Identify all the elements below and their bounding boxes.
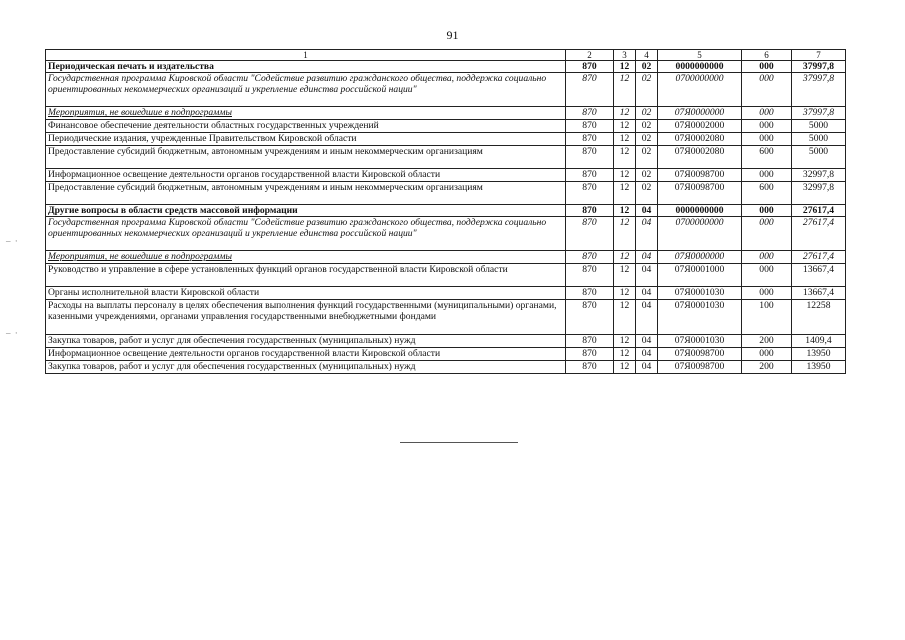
row-description: Расходы на выплаты персоналу в целях обеспечения выполнения функций государственными (муниципальными) органами, казенными учреждениями, органами управления государственными внебюджетными фондами [46,300,566,335]
row-expense-type: 600 [742,146,792,169]
row-subsection: 04 [636,335,658,348]
row-admin-code: 870 [566,146,614,169]
row-target-article: 07Я0002000 [658,120,742,133]
row-amount: 13950 [792,361,846,374]
row-target-article: 07Я0098700 [658,361,742,374]
row-amount: 1409,4 [792,335,846,348]
row-subsection: 04 [636,251,658,264]
row-target-article: 07Я0001030 [658,335,742,348]
row-subsection: 04 [636,300,658,335]
column-header: 3 [614,50,636,61]
table-row [46,300,846,335]
column-header: 6 [742,50,792,61]
row-section: 12 [614,107,636,120]
row-expense-type: 000 [742,287,792,300]
row-target-article: 07Я0098700 [658,348,742,361]
table-row [46,133,846,146]
row-section: 12 [614,73,636,107]
table-row [46,361,846,374]
page-number: 91 [446,28,459,42]
column-header: 5 [658,50,742,61]
row-section: 12 [614,146,636,169]
budget-table [45,49,846,374]
row-admin-code: 870 [566,133,614,146]
column-header: 7 [792,50,846,61]
row-section: 12 [614,133,636,146]
row-expense-type: 000 [742,169,792,182]
header-row [46,50,846,61]
row-subsection: 04 [636,287,658,300]
row-subsection: 04 [636,264,658,287]
row-admin-code: 870 [566,217,614,251]
row-subsection: 02 [636,146,658,169]
row-section: 12 [614,120,636,133]
row-target-article: 07Я0098700 [658,182,742,205]
table-row [46,217,846,251]
row-section: 12 [614,217,636,251]
table-row [46,251,846,264]
row-amount: 13950 [792,348,846,361]
row-amount: 37997,8 [792,61,846,73]
row-amount: 13667,4 [792,287,846,300]
row-expense-type: 200 [742,361,792,374]
row-admin-code: 870 [566,73,614,107]
row-subsection: 02 [636,169,658,182]
row-description: Мероприятия, не вошедшие в подпрограммы [46,251,566,264]
row-subsection: 02 [636,61,658,73]
row-section: 12 [614,182,636,205]
row-expense-type: 000 [742,61,792,73]
scan-mark: – · [6,236,19,246]
row-description: Другие вопросы в области средств массовой информации [46,205,566,217]
table-row [46,264,846,287]
table-row [46,335,846,348]
row-expense-type: 000 [742,73,792,107]
row-description: Предоставление субсидий бюджетным, автономным учреждениям и иным некоммерческим организациям [46,146,566,169]
row-description: Органы исполнительной власти Кировской области [46,287,566,300]
row-section: 12 [614,361,636,374]
row-subsection: 04 [636,348,658,361]
row-subsection: 02 [636,107,658,120]
table-row [46,61,846,73]
row-admin-code: 870 [566,300,614,335]
row-target-article: 0000000000 [658,61,742,73]
column-header: 2 [566,50,614,61]
row-subsection: 04 [636,361,658,374]
row-section: 12 [614,205,636,217]
row-section: 12 [614,169,636,182]
table-row [46,120,846,133]
column-header: 1 [46,50,566,61]
row-amount: 37997,8 [792,107,846,120]
row-description: Финансовое обеспечение деятельности областных государственных учреждений [46,120,566,133]
row-admin-code: 870 [566,182,614,205]
row-section: 12 [614,348,636,361]
row-admin-code: 870 [566,205,614,217]
row-description: Периодическая печать и издательства [46,61,566,73]
row-amount: 5000 [792,120,846,133]
row-amount: 27617,4 [792,251,846,264]
row-section: 12 [614,251,636,264]
row-admin-code: 870 [566,287,614,300]
row-description: Периодические издания, учрежденные Правительством Кировской области [46,133,566,146]
row-admin-code: 870 [566,120,614,133]
row-amount: 5000 [792,133,846,146]
row-subsection: 02 [636,182,658,205]
column-header: 4 [636,50,658,61]
row-admin-code: 870 [566,107,614,120]
row-expense-type: 000 [742,348,792,361]
row-description: Мероприятия, не вошедшие в подпрограммы [46,107,566,120]
table-row [46,182,846,205]
table-row [46,348,846,361]
row-target-article: 0700000000 [658,73,742,107]
row-description: Закупка товаров, работ и услуг для обеспечения государственных (муниципальных) нужд [46,361,566,374]
row-target-article: 07Я0098700 [658,169,742,182]
scan-mark: – · [6,328,19,338]
row-subsection: 02 [636,133,658,146]
row-admin-code: 870 [566,348,614,361]
row-description: Государственная программа Кировской области "Содействие развитию гражданского общества, поддержка социально ориентированных некоммерческих организаций и укрепление единства российской нации" [46,73,566,107]
row-section: 12 [614,300,636,335]
row-target-article: 07Я0002080 [658,133,742,146]
row-description: Государственная программа Кировской области "Содействие развитию гражданского общества, поддержка социально ориентированных некоммерческих организаций и укрепление единства российской нации" [46,217,566,251]
row-expense-type: 000 [742,133,792,146]
row-expense-type: 200 [742,335,792,348]
row-admin-code: 870 [566,335,614,348]
row-target-article: 07Я0002080 [658,146,742,169]
row-subsection: 02 [636,73,658,107]
table-row [46,107,846,120]
row-amount: 13667,4 [792,264,846,287]
table-row [46,73,846,107]
row-amount: 27617,4 [792,205,846,217]
row-amount: 32997,8 [792,169,846,182]
row-target-article: 07Я0001030 [658,287,742,300]
table-row [46,146,846,169]
footer-rule [400,442,518,443]
row-section: 12 [614,335,636,348]
row-description: Информационное освещение деятельности органов государственной власти Кировской области [46,348,566,361]
row-target-article: 07Я0001000 [658,264,742,287]
row-target-article: 0700000000 [658,217,742,251]
row-admin-code: 870 [566,264,614,287]
row-amount: 37997,8 [792,73,846,107]
row-description: Руководство и управление в сфере установленных функций органов государственной власти Кировской области [46,264,566,287]
row-target-article: 0000000000 [658,205,742,217]
row-subsection: 04 [636,217,658,251]
row-expense-type: 000 [742,107,792,120]
row-description: Закупка товаров, работ и услуг для обеспечения государственных (муниципальных) нужд [46,335,566,348]
row-amount: 27617,4 [792,217,846,251]
table-row [46,169,846,182]
row-expense-type: 000 [742,251,792,264]
row-amount: 12258 [792,300,846,335]
row-expense-type: 000 [742,120,792,133]
row-expense-type: 100 [742,300,792,335]
row-expense-type: 600 [742,182,792,205]
row-expense-type: 000 [742,205,792,217]
row-expense-type: 000 [742,264,792,287]
row-description: Информационное освещение деятельности органов государственной власти Кировской области [46,169,566,182]
row-section: 12 [614,287,636,300]
row-description: Предоставление субсидий бюджетным, автономным учреждениям и иным некоммерческим организациям [46,182,566,205]
table-row [46,205,846,217]
row-target-article: 07Я0001030 [658,300,742,335]
row-admin-code: 870 [566,169,614,182]
row-amount: 5000 [792,146,846,169]
row-section: 12 [614,61,636,73]
table-row [46,287,846,300]
row-expense-type: 000 [742,217,792,251]
row-admin-code: 870 [566,361,614,374]
row-admin-code: 870 [566,251,614,264]
row-target-article: 07Я0000000 [658,107,742,120]
row-target-article: 07Я0000000 [658,251,742,264]
row-amount: 32997,8 [792,182,846,205]
row-subsection: 04 [636,205,658,217]
row-subsection: 02 [636,120,658,133]
row-section: 12 [614,264,636,287]
row-admin-code: 870 [566,61,614,73]
